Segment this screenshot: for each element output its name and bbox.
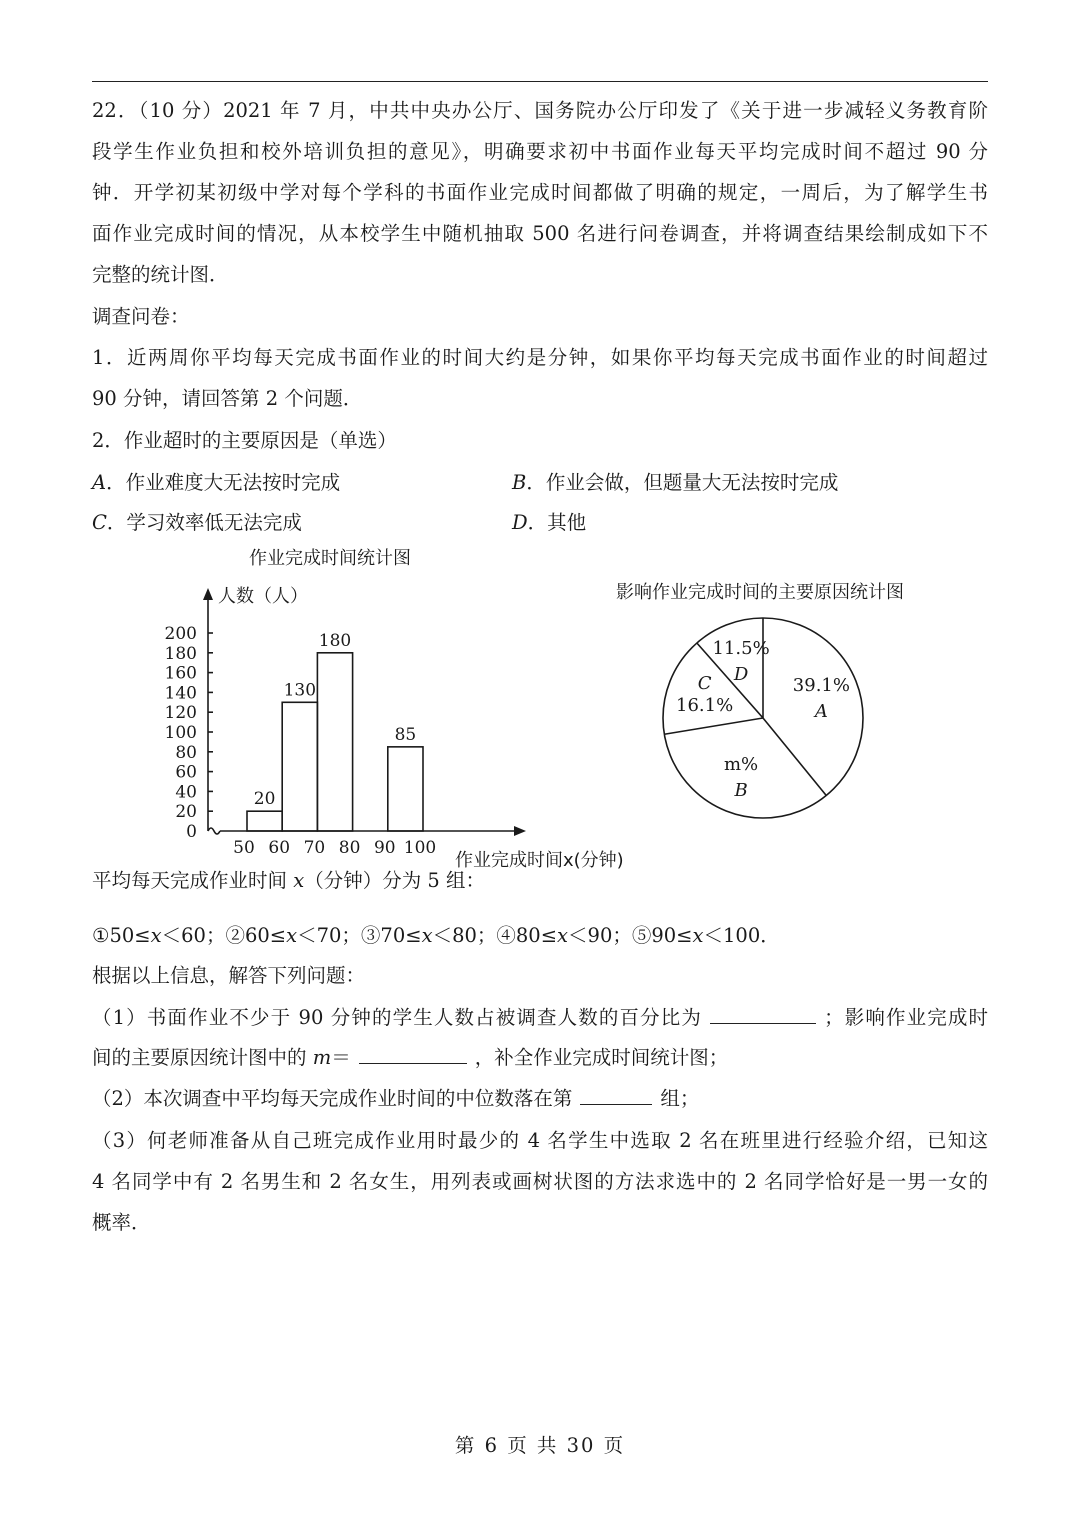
bar-value-label: 180 (318, 630, 352, 651)
x-tick-label: 50 (233, 838, 255, 858)
x-tick-label: 70 (303, 838, 326, 858)
text-segment: 调查问卷： (92, 305, 190, 328)
text-line (92, 1037, 988, 1078)
text-segment: ①50≤ (92, 924, 151, 947)
x-tick-label: 80 (338, 838, 361, 858)
y-tick-label: 0 (186, 822, 197, 842)
bar-value-label: 20 (253, 789, 276, 810)
math-variable: x (150, 924, 162, 947)
x-tick-label: 60 (268, 838, 291, 858)
option-text: ．其他 (527, 511, 587, 534)
answer-blank (359, 1037, 467, 1064)
text-segment: ＝ (331, 1046, 351, 1069)
text-segment: （3）何老师准备从自己班完成作业用时最少的 4 名学生中选取 2 名在班里进行经验介绍，已知这 (92, 1129, 988, 1152)
math-variable: x (692, 924, 704, 947)
text-segment: 90 分钟，请回答第 2 个问题． (92, 387, 363, 410)
text-segment: ；影响作业完成时 (824, 1006, 988, 1029)
pie-slice-name: B (734, 779, 748, 801)
text-segment: 平均每天完成作业时间 (92, 869, 294, 892)
text-segment: 4 名同学中有 2 名男生和 2 名女生，用列表或画树状图的方法求选中的 2 名同学恰好是一男一女的 (92, 1170, 988, 1193)
text-segment: 根据以上信息，解答下列问题： (92, 964, 366, 987)
bar-value-label: 85 (394, 724, 417, 745)
pie-slice-percent: 16.1% (676, 695, 734, 717)
y-tick-label: 100 (164, 723, 197, 743)
option-text: ．学习效率低无法完成 (106, 511, 302, 534)
math-variable: m (312, 1046, 332, 1069)
pie-slice-name: D (733, 664, 749, 686)
text-segment: 钟．开学初某初级中学对每个学科的书面作业完成时间都做了明确的规定，一周后，为了解学生书 (92, 181, 988, 204)
text-segment: ＜60；②60≤ (161, 924, 287, 947)
pie-slice-name: C (697, 673, 712, 695)
y-tick-label: 160 (164, 663, 197, 684)
option-letter: C (92, 511, 107, 534)
text-line (92, 997, 988, 1038)
option-letter: A (92, 471, 107, 494)
text-segment: （1）书面作业不少于 90 分钟的学生人数占被调查人数的百分比为 (92, 1006, 703, 1029)
chart-title: 影响作业完成时间的主要原因统计图 (616, 582, 904, 603)
text-segment: 22．（10 分）2021 年 7 月，中共中央办公厅、国务院办公厅印发了《关于进一步减轻义务教育阶 (92, 99, 988, 122)
math-variable: x (286, 924, 298, 947)
y-tick-label: 80 (175, 742, 197, 763)
text-line (92, 955, 988, 996)
y-tick-label: 120 (164, 703, 197, 724)
x-axis-label: 作业完成时间x(分钟) (455, 850, 624, 871)
text-segment: ＜70；③70≤ (297, 924, 422, 947)
bar-value-label: 130 (283, 680, 317, 701)
text-segment: 间的主要原因统计图中的 (92, 1046, 313, 1069)
text-line (92, 1161, 988, 1202)
y-tick-label: 20 (175, 802, 197, 823)
pie-slice-name: A (814, 701, 828, 723)
text-segment: 2．作业超时的主要原因是（单选） (92, 429, 397, 452)
text-segment: ＜90；⑤90≤ (568, 924, 693, 947)
x-tick-label: 90 (373, 838, 396, 858)
text-segment: 完整的统计图． (92, 263, 229, 286)
text-segment: （2）本次调查中平均每天完成作业时间的中位数落在第 (92, 1087, 573, 1110)
pie-slice-percent: 39.1% (792, 675, 850, 697)
option-text: ．作业难度大无法按时完成 (106, 471, 341, 494)
text-line (92, 915, 988, 956)
text-segment: （分钟）分为 5 组： (304, 869, 486, 892)
y-tick-label: 180 (164, 643, 197, 664)
pie-slice-percent: 11.5% (712, 638, 770, 660)
answer-blank (580, 1078, 652, 1105)
text-line (92, 1202, 988, 1243)
pie-slice-percent: m% (723, 753, 759, 775)
page-footer: 第 6 页 共 30 页 (454, 1434, 626, 1457)
y-axis-label: 人数（人） (218, 586, 308, 607)
text-segment: 面作业完成时间的情况，从本校学生中随机抽取 500 名进行问卷调查，并将调查结果绘制成如下不 (92, 222, 988, 245)
text-line (92, 1078, 988, 1119)
text-segment: ，补全作业完成时间统计图； (474, 1046, 729, 1069)
y-tick-label: 200 (164, 624, 197, 644)
option-text: ．作业会做，但题量大无法按时完成 (526, 471, 839, 494)
y-tick-label: 60 (175, 762, 197, 783)
y-tick-label: 40 (175, 782, 197, 803)
y-tick-label: 140 (164, 683, 197, 704)
option-letter: D (512, 511, 528, 534)
answer-blank (710, 997, 816, 1024)
math-variable: x (557, 924, 569, 947)
pie-slice-boundary (664, 718, 763, 734)
option-letter: B (512, 471, 527, 494)
text-segment: ＜100． (703, 924, 780, 947)
x-tick-label: 100 (403, 838, 437, 858)
pie-slice-boundary (763, 718, 826, 795)
chart-title: 作业完成时间统计图 (249, 548, 411, 569)
text-segment: 段学生作业负担和校外培训负担的意见》，明确要求初中书面作业每天平均完成时间不超过 90 分 (92, 140, 988, 163)
text-segment: ＜80；④80≤ (432, 924, 558, 947)
text-line (92, 1120, 988, 1161)
text-segment: 1．近两周你平均每天完成书面作业的时间大约是分钟，如果你平均每天完成书面作业的时间超过 (92, 346, 988, 369)
math-variable: x (421, 924, 433, 947)
text-segment: 组； (660, 1087, 700, 1110)
math-variable: x (293, 869, 305, 892)
text-segment: 概率． (92, 1211, 151, 1234)
